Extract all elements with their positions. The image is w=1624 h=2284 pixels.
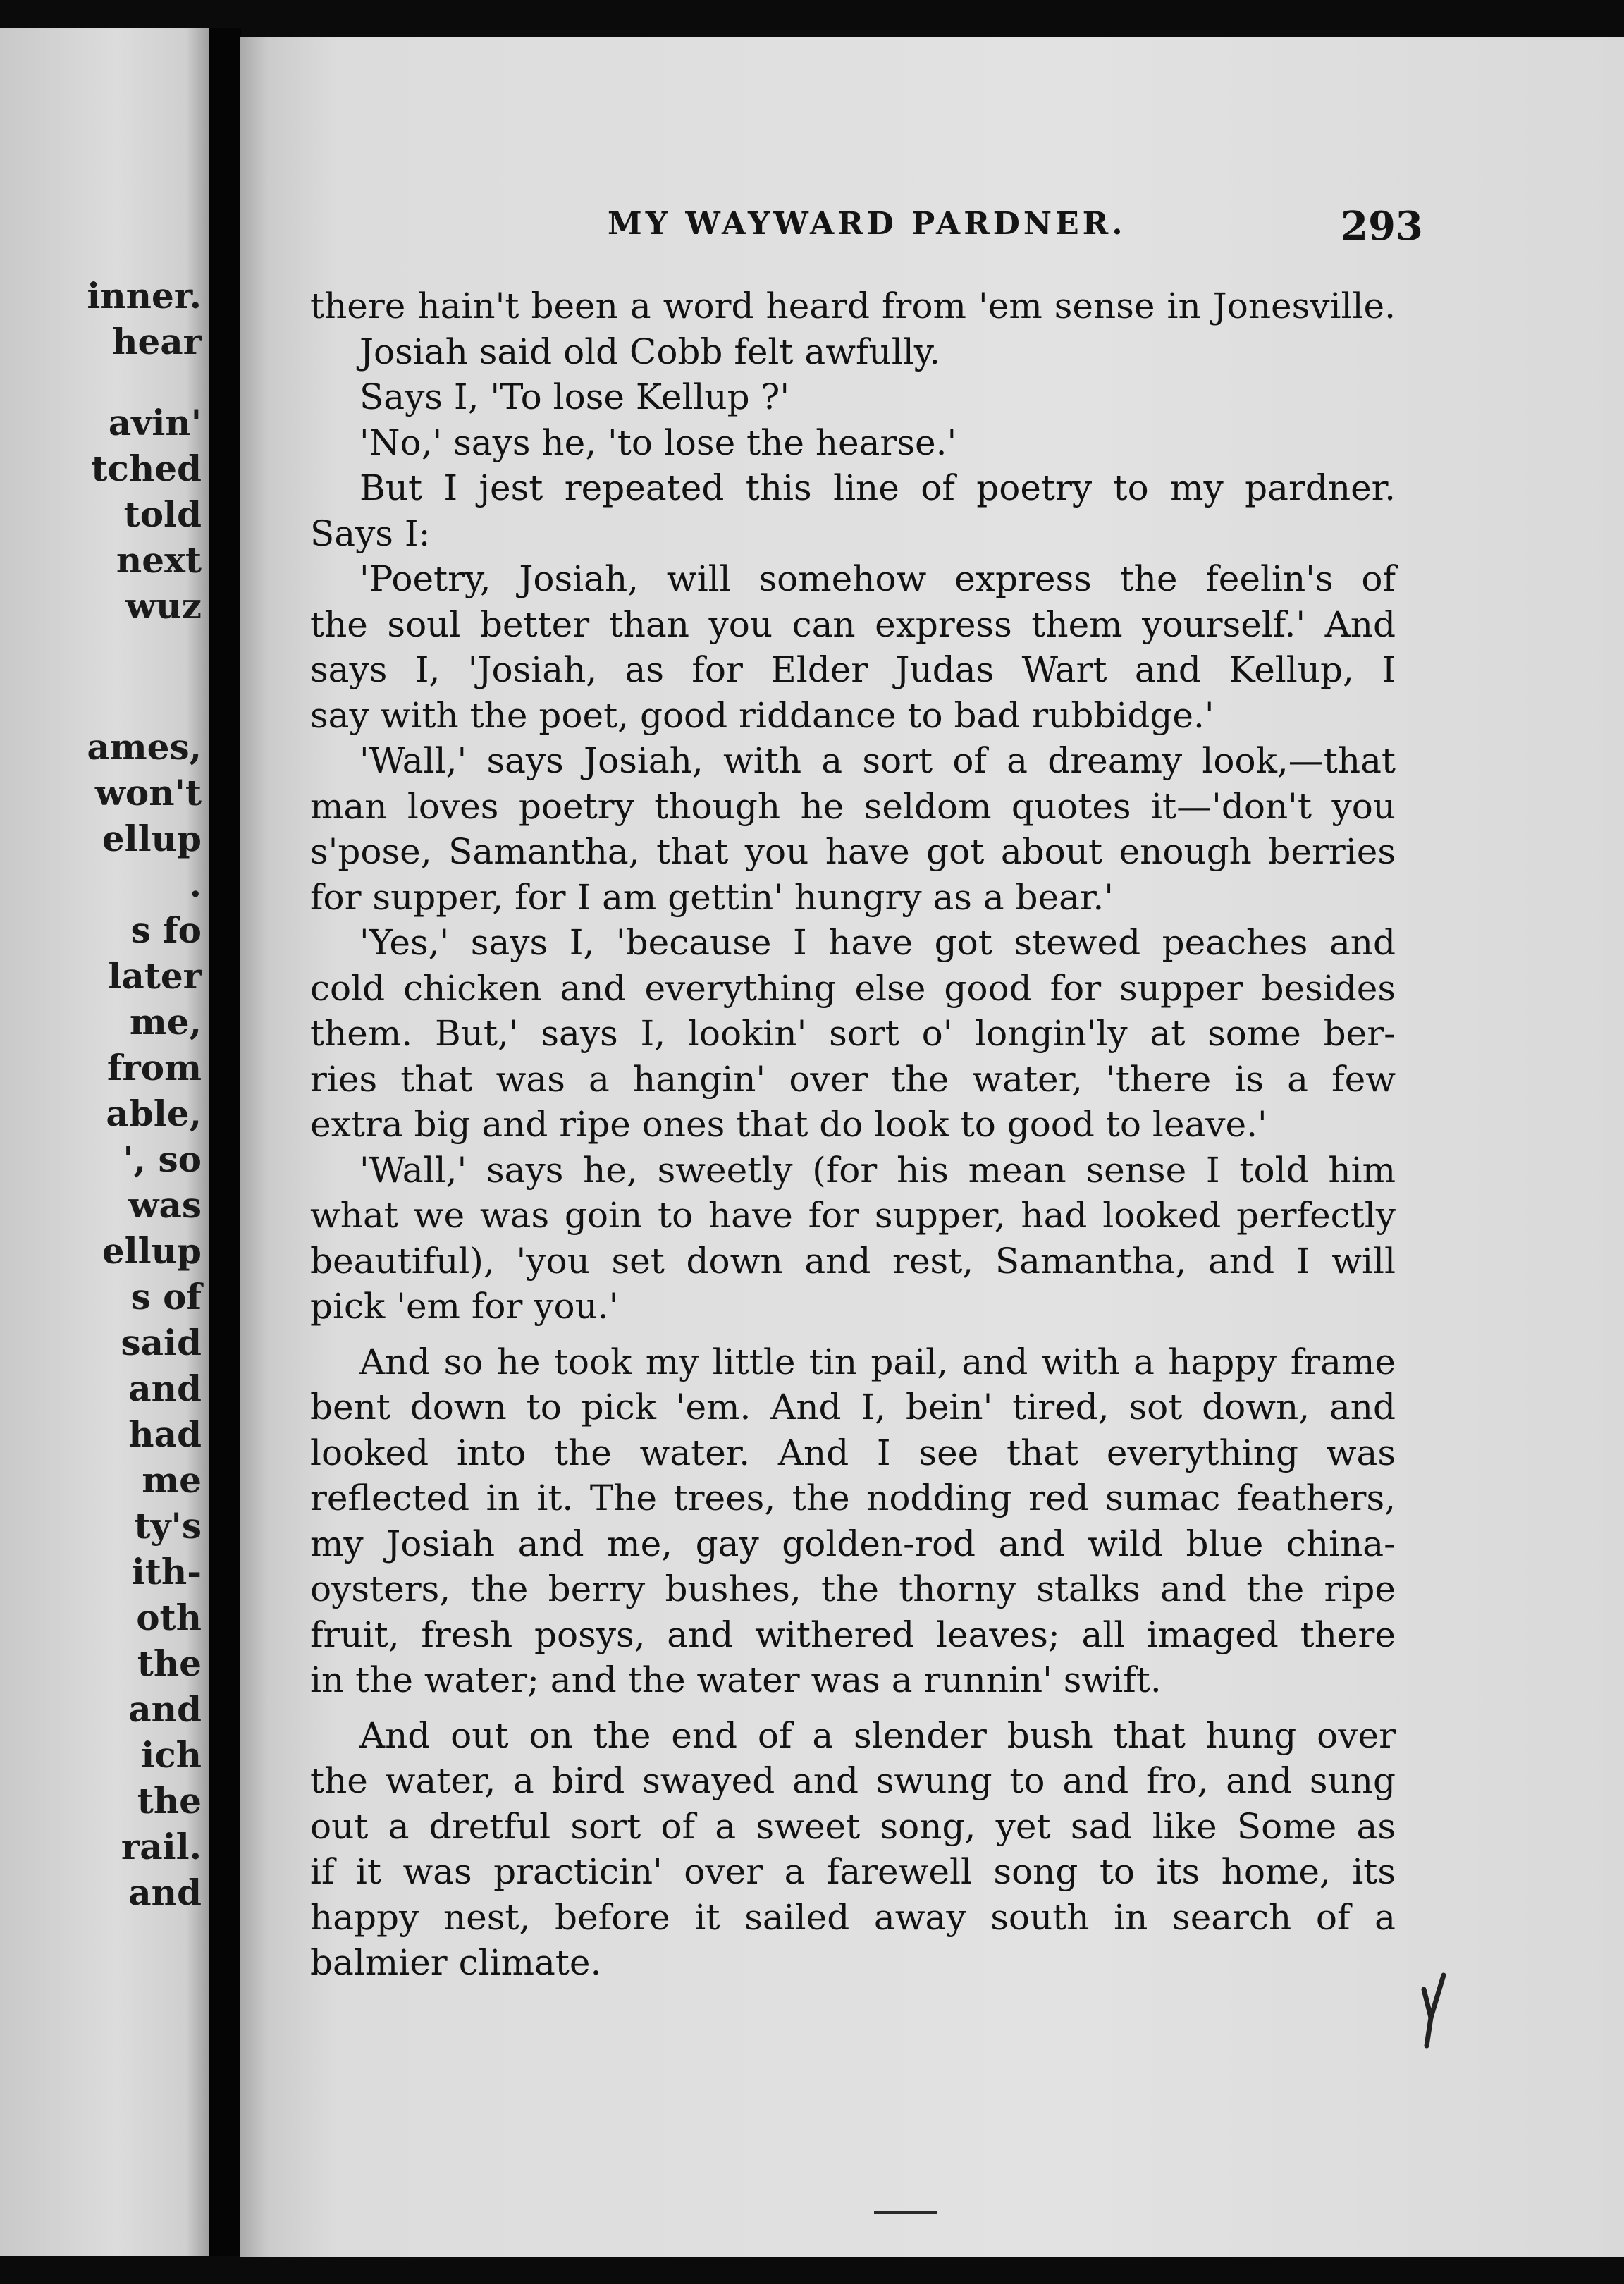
text-line: man loves poetry though he seldom quotes it—'don't you <box>310 785 1396 827</box>
text-line: oysters, the berry bushes, the thorny stalks and the ripe <box>310 1568 1396 1609</box>
left-fragment: ellup <box>102 818 202 859</box>
text-line: Says I: <box>310 512 431 554</box>
left-fragment: able, <box>106 1093 202 1134</box>
pencil-mark-icon <box>1410 1968 1452 2053</box>
text-line: looked into the water. And I see that everything was <box>310 1432 1396 1473</box>
book-gutter <box>209 28 241 2256</box>
text-line: balmier climate. <box>310 1942 602 1983</box>
text-line: reflected in it. The trees, the nodding red sumac feathers, <box>310 1478 1396 1518</box>
text-line: what we was goin to have for supper, had looked perfectly <box>310 1195 1396 1236</box>
left-fragment: hear <box>112 321 202 362</box>
left-fragment: had <box>128 1413 202 1455</box>
text-line: 'Wall,' says Josiah, with a sort of a dreamy look,—that <box>359 740 1396 781</box>
text-line: cold chicken and everything else good for supper besides <box>310 967 1396 1009</box>
text-line: beautiful), 'you set down and rest, Samantha, and I will <box>310 1240 1396 1282</box>
left-fragment: told <box>123 493 202 535</box>
page-number: 293 <box>1341 203 1423 250</box>
left-fragment: ith- <box>131 1551 202 1592</box>
text-line: extra big and ripe ones that do look to good to leave.' <box>310 1104 1267 1145</box>
text-line: pick 'em for you.' <box>310 1286 619 1327</box>
left-fragment: next <box>116 539 202 581</box>
left-fragment: later <box>108 955 202 997</box>
left-fragment: s of <box>130 1276 202 1318</box>
left-fragment: inner. <box>87 275 202 317</box>
text-line: for supper, for I am gettin' hungry as a bear.' <box>310 876 1114 918</box>
text-line: 'No,' says he, 'to lose the hearse.' <box>359 422 957 463</box>
text-line: ries that was a hangin' over the water, 'there is a few <box>310 1058 1396 1100</box>
left-fragment: said <box>121 1322 202 1363</box>
page-header <box>240 203 1624 269</box>
left-fragment: won't <box>94 772 202 813</box>
text-line: the water, a bird swayed and swung to and fro, and sung <box>310 1760 1396 1801</box>
left-fragment: oth <box>136 1597 202 1638</box>
left-fragment: from <box>106 1047 202 1088</box>
text-line: out a dretful sort of a sweet song, yet sad like Some as <box>310 1805 1396 1847</box>
text-line: happy nest, before it sailed away south in search of a <box>310 1896 1396 1938</box>
left-fragment: and <box>128 1368 202 1409</box>
text-line: Josiah said old Cobb felt awfully. <box>359 331 941 372</box>
text-line: there hain't been a word heard from 'em sense in Jonesville. <box>310 286 1396 326</box>
text-line: But I jest repeated this line of poetry to my pardner. <box>359 467 1396 508</box>
left-fragment: and <box>128 1688 202 1730</box>
text-line: 'Wall,' says he, sweetly (for his mean sense I told him <box>359 1149 1396 1191</box>
body-text <box>310 283 1396 1986</box>
text-line: 'Yes,' says I, 'because I have got stewed peaches and <box>359 922 1396 963</box>
left-fragment: the <box>137 1643 202 1684</box>
text-line: s'pose, Samantha, that you have got about enough berries <box>310 831 1396 872</box>
text-line: fruit, fresh posys, and withered leaves; all imaged there <box>310 1614 1396 1655</box>
text-line: my Josiah and me, gay golden-rod and wild blue china- <box>310 1523 1396 1564</box>
left-fragment: ', so <box>123 1138 202 1180</box>
left-fragment: avin' <box>108 402 202 443</box>
left-fragment: . <box>189 864 202 905</box>
text-line: Says I, 'To lose Kellup ?' <box>359 376 790 417</box>
text-line: And so he took my little tin pail, and with a happy frame <box>359 1341 1396 1382</box>
left-fragment: wuz <box>125 585 202 627</box>
left-fragment: me <box>142 1459 202 1501</box>
left-page-fragment <box>0 28 211 2256</box>
left-fragment: tched <box>91 448 202 489</box>
left-fragment: ich <box>141 1734 202 1776</box>
text-line: them. But,' says I, lookin' sort o' longin'ly at some ber- <box>310 1013 1396 1054</box>
text-line: says I, 'Josiah, as for Elder Judas Wart and Kellup, I <box>310 649 1396 690</box>
left-fragment: s fo <box>130 909 202 951</box>
left-fragment: rail. <box>121 1826 202 1867</box>
text-line: in the water; and the water was a runnin' swift. <box>310 1659 1162 1700</box>
left-fragment: the <box>137 1780 202 1822</box>
running-head: MY WAYWARD PARDNER. <box>608 206 1126 242</box>
left-fragment: ty's <box>134 1505 202 1547</box>
text-line: if it was practicin' over a farewell song to its home, its <box>310 1851 1396 1892</box>
text-line: 'Poetry, Josiah, will somehow express the feelin's of <box>359 558 1396 599</box>
left-fragment: ellup <box>102 1230 202 1272</box>
book-page <box>240 37 1624 2257</box>
text-line: bent down to pick 'em. And I, bein' tired, sot down, and <box>310 1387 1396 1428</box>
text-line: the soul better than you can express them yourself.' And <box>310 603 1396 645</box>
text-line: And out on the end of a slender bush that hung over <box>359 1714 1396 1756</box>
left-fragment: me, <box>129 1001 202 1043</box>
left-fragment: was <box>128 1184 202 1226</box>
text-line: say with the poet, good riddance to bad rubbidge.' <box>310 694 1214 736</box>
left-fragment: and <box>128 1872 202 1913</box>
left-fragment: ames, <box>87 726 202 768</box>
smudge-mark <box>874 2211 937 2214</box>
